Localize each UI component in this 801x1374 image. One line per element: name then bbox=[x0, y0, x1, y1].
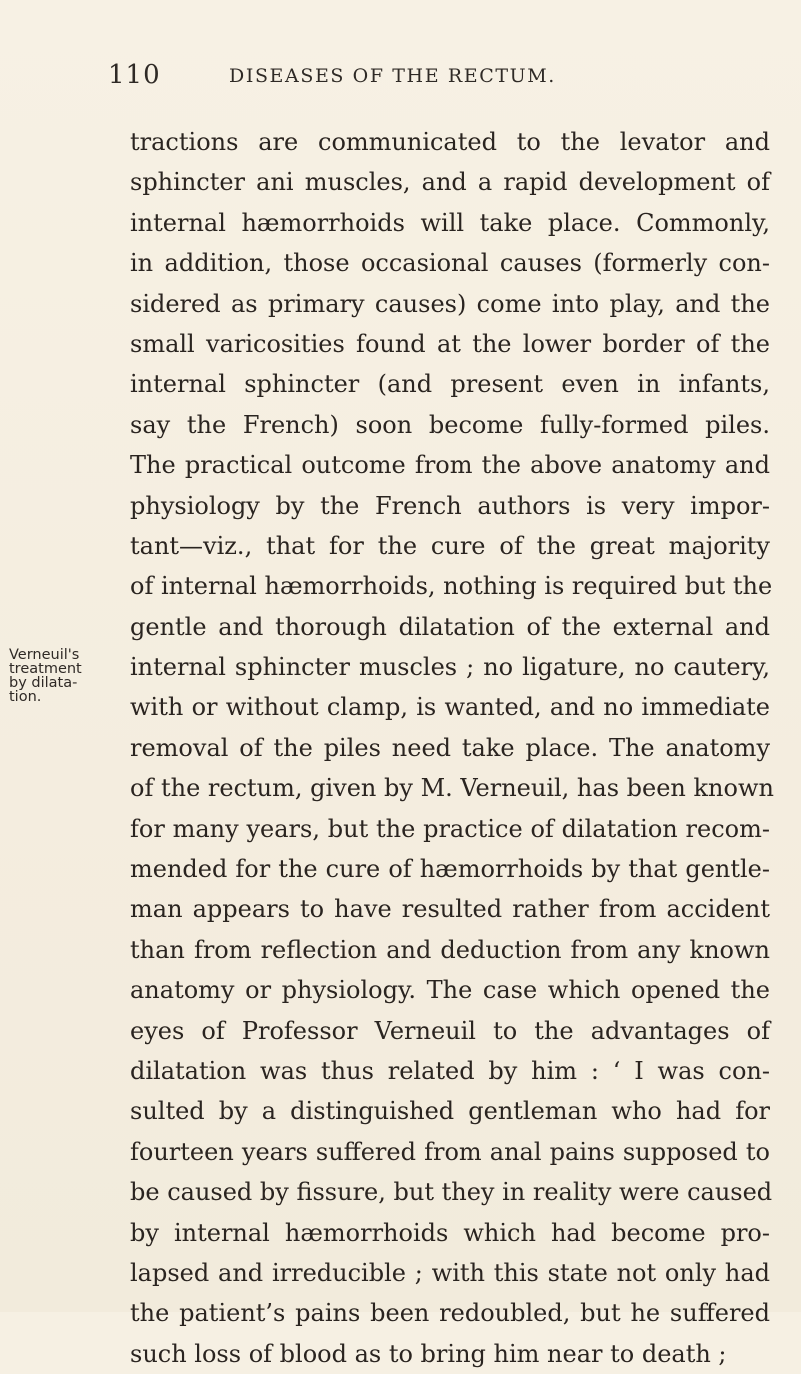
text-line: small varicosities found at the lower border of the bbox=[130, 329, 770, 358]
text-line: anatomy or physiology. The case which opened the bbox=[130, 976, 770, 1005]
text-line: removal of the piles need take place. The anatomy bbox=[130, 733, 770, 762]
text-line: the patient’s pains been redoubled, but he suffered bbox=[130, 1299, 770, 1328]
text-line: fourteen years suffered from anal pains supposed to bbox=[130, 1137, 770, 1166]
text-line: such loss of blood as to bring him near to death ; bbox=[130, 1339, 727, 1368]
text-line: of internal hæmorrhoids, nothing is required but the bbox=[130, 572, 773, 601]
text-line: gentle and thorough dilatation of the external and bbox=[130, 612, 770, 641]
text-line: for many years, but the practice of dilatation recom- bbox=[130, 814, 770, 843]
text-line: eyes of Professor Verneuil to the advantages of bbox=[130, 1016, 770, 1045]
text-line: sphincter ani muscles, and a rapid development of bbox=[130, 168, 770, 197]
text-line: in addition, those occasional causes (formerly con- bbox=[130, 249, 770, 278]
text-line: man appears to have resulted rather from accident bbox=[130, 895, 770, 924]
text-line: by internal hæmorrhoids which had become pro- bbox=[130, 1218, 770, 1247]
page-number: 110 bbox=[108, 60, 161, 90]
text-line: say the French) soon become fully-formed piles. bbox=[130, 410, 770, 439]
text-line: be caused by fissure, but they in reality were caused bbox=[130, 1178, 773, 1207]
body-text bbox=[130, 122, 774, 1374]
text-line: lapsed and irreducible ; with this state not only had bbox=[130, 1258, 770, 1287]
text-line: tractions are communicated to the levator and bbox=[130, 128, 770, 156]
text-line: of the rectum, given by M. Verneuil, has been known bbox=[130, 774, 774, 803]
margin-note-line: tion. bbox=[9, 689, 42, 705]
margin-note-line: Verneuil's bbox=[9, 647, 80, 663]
text-line: mended for the cure of hæmorrhoids by that gentle- bbox=[130, 855, 770, 884]
margin-note-line: treatment bbox=[9, 661, 82, 677]
margin-note bbox=[9, 648, 117, 704]
text-line: The practical outcome from the above anatomy and bbox=[130, 451, 770, 480]
text-line: internal hæmorrhoids will take place. Commonly, bbox=[130, 208, 770, 237]
text-line: sulted by a distinguished gentleman who had for bbox=[130, 1097, 770, 1126]
text-line: than from reflection and deduction from any known bbox=[130, 935, 770, 964]
text-line: tant—viz., that for the cure of the great majority bbox=[130, 531, 770, 560]
text-line: with or without clamp, is wanted, and no immediate bbox=[130, 693, 770, 722]
text-line: internal sphincter muscles ; no ligature, no cautery, bbox=[130, 653, 770, 682]
running-head: DISEASES OF THE RECTUM. bbox=[229, 65, 556, 87]
text-line: physiology by the French authors is very impor- bbox=[130, 491, 770, 520]
margin-note-line: by dilata- bbox=[9, 675, 78, 691]
text-line: internal sphincter (and present even in infants, bbox=[130, 370, 770, 399]
text-line: dilatation was thus related by him : ‘ I was con- bbox=[130, 1056, 770, 1085]
text-line: sidered as primary causes) come into play, and the bbox=[130, 289, 770, 318]
page-header bbox=[0, 60, 801, 94]
